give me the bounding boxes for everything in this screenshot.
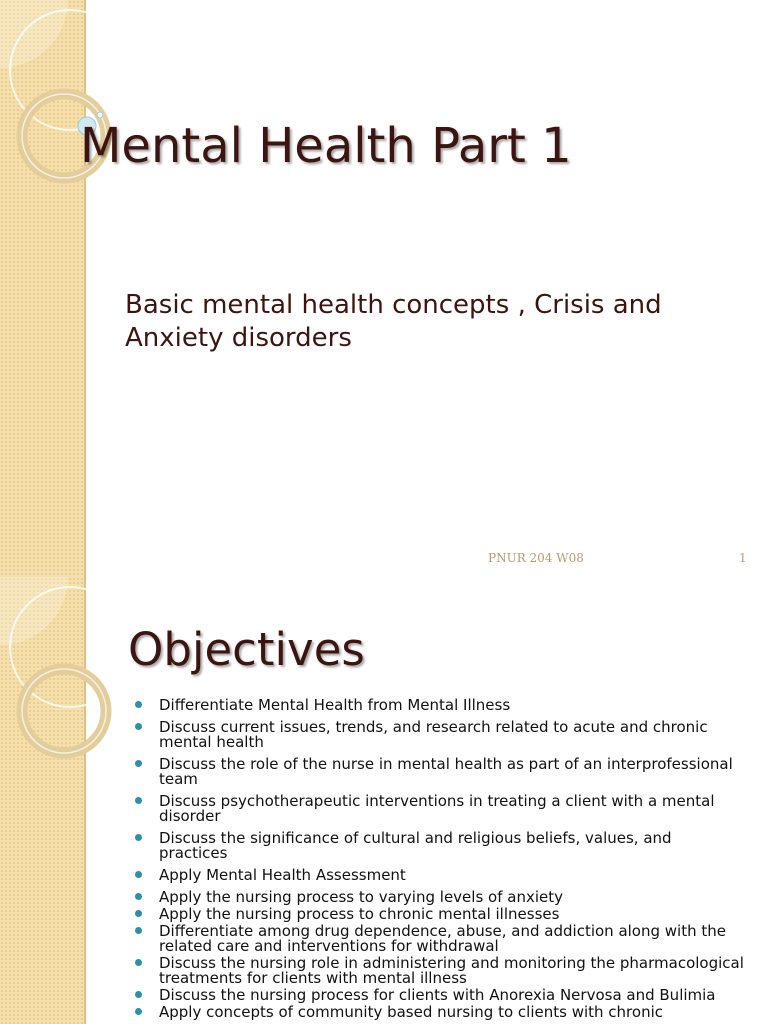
list-item: Discuss current issues, trends, and research related to acute and chronic mental health bbox=[134, 720, 744, 750]
list-item: Discuss the nursing process for clients with Anorexia Nervosa and Bulimia bbox=[134, 988, 744, 1003]
slide-title: Objectives bbox=[128, 623, 365, 676]
slide-footer: PNUR 204 W08 bbox=[488, 551, 584, 565]
list-item: Apply the nursing process to chronic mental illnesses bbox=[134, 907, 744, 922]
list-item: Apply concepts of community based nursing to clients with chronic bbox=[134, 1005, 744, 1020]
list-item: Discuss psychotherapeutic interventions in treating a client with a mental disorder bbox=[134, 794, 744, 824]
list-item: Apply the nursing process to varying levels of anxiety bbox=[134, 890, 744, 905]
objectives-list bbox=[134, 698, 744, 1022]
list-item: Discuss the nursing role in administering and monitoring the pharmacological treatments for clients with mental illness bbox=[134, 956, 744, 986]
slide-subtitle: Basic mental health concepts , Crisis and Anxiety disorders bbox=[125, 290, 662, 353]
objectives-slide bbox=[0, 577, 768, 1024]
page-number: 1 bbox=[739, 551, 747, 565]
list-item: Differentiate Mental Health from Mental Illness bbox=[134, 698, 744, 713]
list-item: Apply Mental Health Assessment bbox=[134, 868, 744, 883]
list-item: Discuss the role of the nurse in mental health as part of an interprofessional team bbox=[134, 757, 744, 787]
decorative-rings-icon bbox=[0, 577, 130, 777]
list-item: Differentiate among drug dependence, abuse, and addiction along with the related care and interventions for withdrawal bbox=[134, 924, 744, 954]
slide-title: Mental Health Part 1 bbox=[80, 118, 572, 174]
list-item: Discuss the significance of cultural and religious beliefs, values, and practices bbox=[134, 831, 744, 861]
